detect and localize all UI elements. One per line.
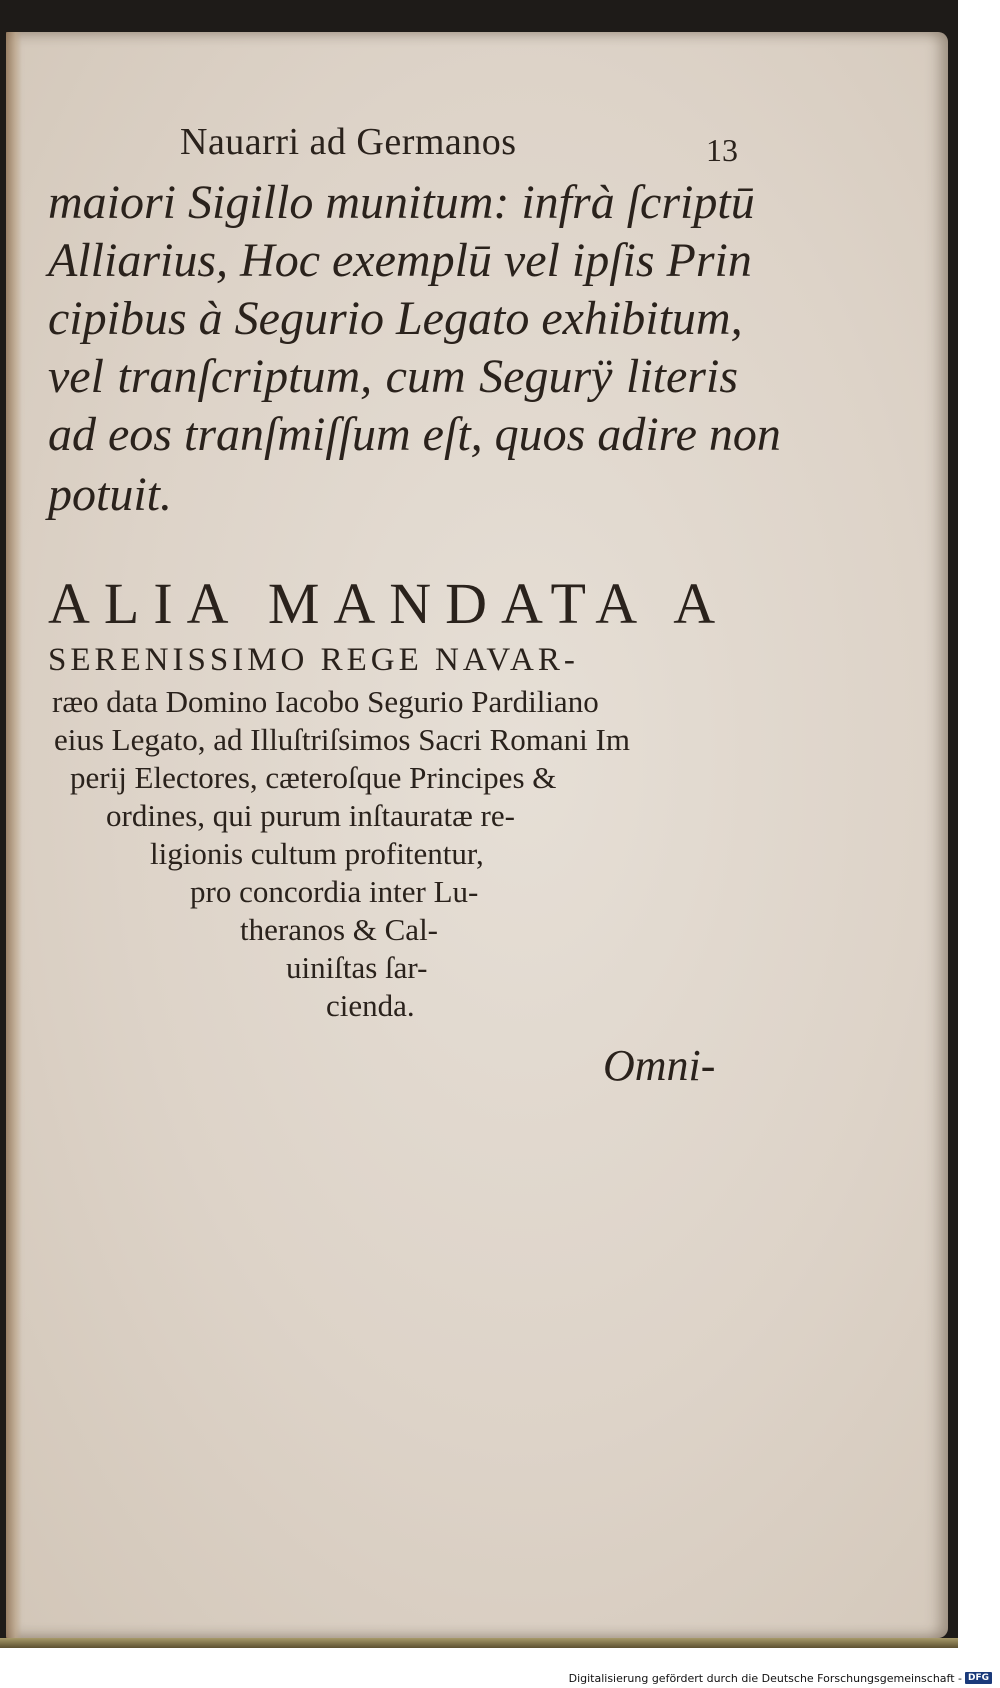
body-line: ordines, qui purum inſtauratæ re-: [106, 798, 515, 833]
catchword: Omni-: [603, 1041, 716, 1090]
text-line: Alliarius, Hoc exemplū vel ipſis Prin: [48, 234, 752, 287]
credit-text: Digitalisierung gefördert durch die Deutsche Forschungsgemeinschaft -: [568, 1671, 962, 1685]
page-gutter-shadow: [6, 32, 22, 1638]
body-line: ligionis cultum profitentur,: [150, 836, 484, 871]
text-line: ad eos tranſmiſſum eſt, quos adire non: [48, 408, 781, 461]
body-line: perij Electores, cæteroſque Principes &: [70, 760, 557, 795]
text-line: maiori Sigillo munitum: infrà ſcriptū: [48, 176, 755, 229]
body-line: ræo data Domino Iacobo Segurio Pardiliano: [52, 684, 599, 719]
dfg-logo: DFG: [965, 1672, 992, 1684]
page-number: 13: [706, 132, 738, 168]
body-line: pro concordia inter Lu-: [190, 874, 479, 909]
body-line: uiniſtas ſar-: [286, 950, 428, 985]
body-line: theranos & Cal-: [240, 912, 439, 947]
body-line: eius Legato, ad Illuſtriſsimos Sacri Romani Im: [54, 722, 630, 757]
text-line: vel tranſcriptum, cum Segurÿ literis: [48, 350, 738, 403]
text-line: cipibus à Segurio Legato exhibitum,: [48, 292, 743, 345]
text-line: potuit.: [48, 468, 173, 521]
book-edge: [0, 1638, 958, 1648]
body-line: cienda.: [326, 988, 415, 1023]
section-subtitle: SERENISSIMO REGE NAVAR-: [48, 642, 579, 678]
section-title: ALIA MANDATA A: [48, 571, 730, 636]
running-head: Nauarri ad Germanos: [180, 121, 517, 163]
digitization-credit: [569, 1670, 992, 1686]
